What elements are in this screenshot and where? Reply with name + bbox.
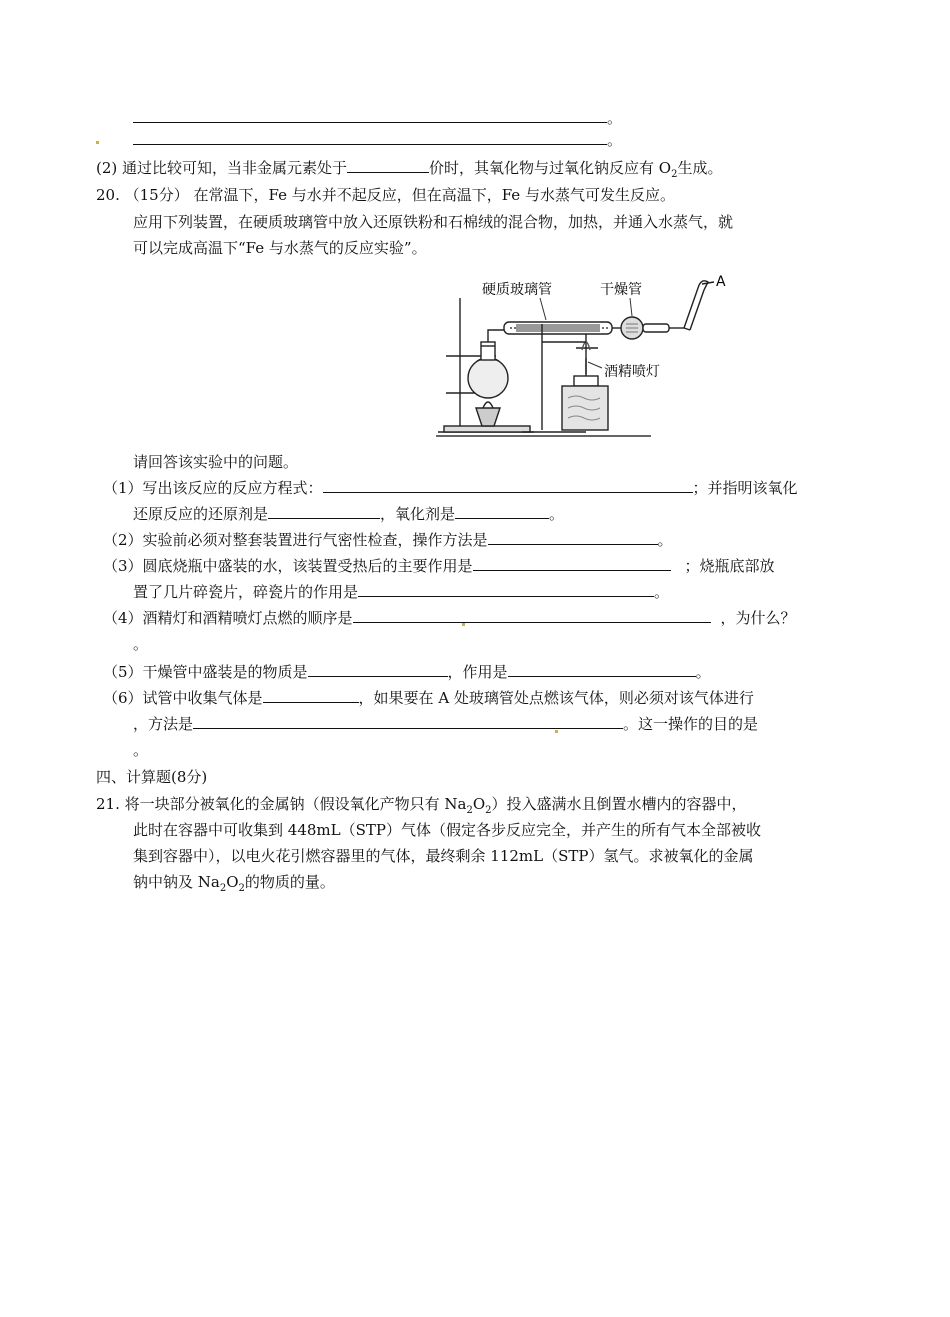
blank[interactable]	[353, 608, 711, 623]
label-hard-glass-tube: 硬质玻璃管	[482, 282, 552, 298]
label-blast-lamp: 酒精喷灯	[604, 364, 660, 380]
text: O	[226, 873, 239, 891]
q20-part6-line2	[133, 714, 758, 734]
text: ，氧化剂是	[380, 505, 456, 523]
text: （2）实验前必须对整套装置进行气密性检查，操作方法是	[103, 531, 488, 549]
blank[interactable]	[133, 108, 607, 123]
text: （3）圆底烧瓶中盛装的水，该装置受热后的主要作用是	[103, 557, 473, 575]
q20-intro-2: 可以完成高温下“Fe 与水蒸气的反应实验”。	[133, 239, 427, 257]
text: 生成。	[677, 159, 723, 177]
text: O	[472, 795, 486, 813]
q19-part2	[96, 158, 723, 178]
blank[interactable]	[488, 530, 658, 545]
q20-part1-line2	[133, 504, 564, 524]
q20-part4-line1	[103, 608, 796, 628]
q21-line4	[133, 872, 335, 892]
blank[interactable]	[193, 714, 623, 729]
blank[interactable]	[347, 158, 429, 173]
q20-prompt: 请回答该实验中的问题。	[133, 453, 299, 471]
text: （1）写出该反应的反应方程式：	[103, 479, 323, 497]
text: 。	[549, 505, 565, 523]
text: 的物质的量。	[244, 873, 335, 891]
blank[interactable]	[308, 662, 448, 677]
q20-header: 20. （15分） 在常温下，Fe 与水并不起反应，但在高温下，Fe 与水蒸气可发生反应。	[96, 186, 675, 204]
blank[interactable]	[323, 478, 693, 493]
text: 21. 将一块部分被氧化的金属钠（假设氧化产物只有 Na	[96, 795, 467, 813]
text: (2) 通过比较可知，当非金属元素处于	[96, 159, 348, 177]
text: （6）试管中收集气体是	[103, 689, 263, 707]
text: （5）干燥管中盛装是的物质是	[103, 663, 308, 681]
answer-line-2	[133, 130, 622, 150]
blank[interactable]	[455, 504, 549, 519]
q20-part4-line2: 。	[133, 635, 149, 653]
text: ，为什么？	[720, 609, 796, 627]
q20-part3-line2	[133, 582, 669, 602]
blank[interactable]	[268, 504, 380, 519]
text: 钠中钠及 Na	[133, 873, 220, 891]
text: 置了几片碎瓷片，碎瓷片的作用是	[133, 583, 359, 601]
blank[interactable]	[358, 582, 654, 597]
specks	[96, 141, 99, 144]
subscript: 2	[219, 883, 227, 894]
text: ，如果要在 A 处玻璃管处点燃该气体，则必须对该气体进行	[358, 689, 754, 707]
q21-line1	[96, 794, 747, 814]
q20-part6-line3: 。	[133, 741, 149, 759]
period: 。	[607, 131, 623, 149]
q20-intro-1: 应用下列装置，在硬质玻璃管中放入还原铁粉和石棉绒的混合物，加热，并通入水蒸气，就	[133, 213, 734, 231]
specks	[462, 623, 465, 626]
text: 。	[657, 531, 673, 549]
q21-line2: 此时在容器中可收集到 448mL（STP）气体（假定各步反应完全，并产生的所有气本全部被收	[133, 821, 761, 839]
answer-line-1	[133, 108, 622, 128]
text: ，作用是	[447, 663, 508, 681]
text: ）投入盛满水且倒置水槽内的容器中，	[491, 795, 747, 813]
text: ，方法是	[133, 715, 194, 733]
subscript: 2	[485, 805, 492, 816]
label-drying-tube: 干燥管	[600, 282, 642, 298]
q21-line3: 集到容器中），以电火花引燃容器里的气体，最终剩余 112mL（STP）氢气。求被氧化的金属	[133, 847, 754, 865]
subscript: 2	[238, 883, 245, 894]
apparatus-figure	[436, 258, 758, 440]
q20-part1-line1	[103, 478, 798, 498]
text: 价时，其氧化物与过氧化钠反应有 O	[429, 159, 672, 177]
label-a: A	[716, 274, 726, 290]
specks	[555, 730, 558, 733]
section-title: 四、计算题(8分)	[96, 768, 208, 786]
q20-part5	[103, 662, 711, 682]
text: ；烧瓶底部放	[684, 557, 775, 575]
text: 。	[695, 663, 711, 681]
subscript: 2	[466, 805, 473, 816]
text: 。这一操作的目的是	[623, 715, 759, 733]
q20-part2	[103, 530, 673, 550]
q20-part3-line1	[103, 556, 775, 576]
text: ；并指明该氧化	[692, 479, 798, 497]
blank[interactable]	[263, 688, 359, 703]
text: （4）酒精灯和酒精喷灯点燃的顺序是	[103, 609, 353, 627]
text: 还原反应的还原剂是	[133, 505, 269, 523]
text: 。	[654, 583, 670, 601]
subscript: 2	[671, 169, 678, 180]
q20-part6-line1	[103, 688, 754, 708]
period: 。	[607, 109, 623, 127]
blank[interactable]	[473, 556, 671, 571]
blank[interactable]	[508, 662, 696, 677]
blank[interactable]	[133, 130, 607, 145]
